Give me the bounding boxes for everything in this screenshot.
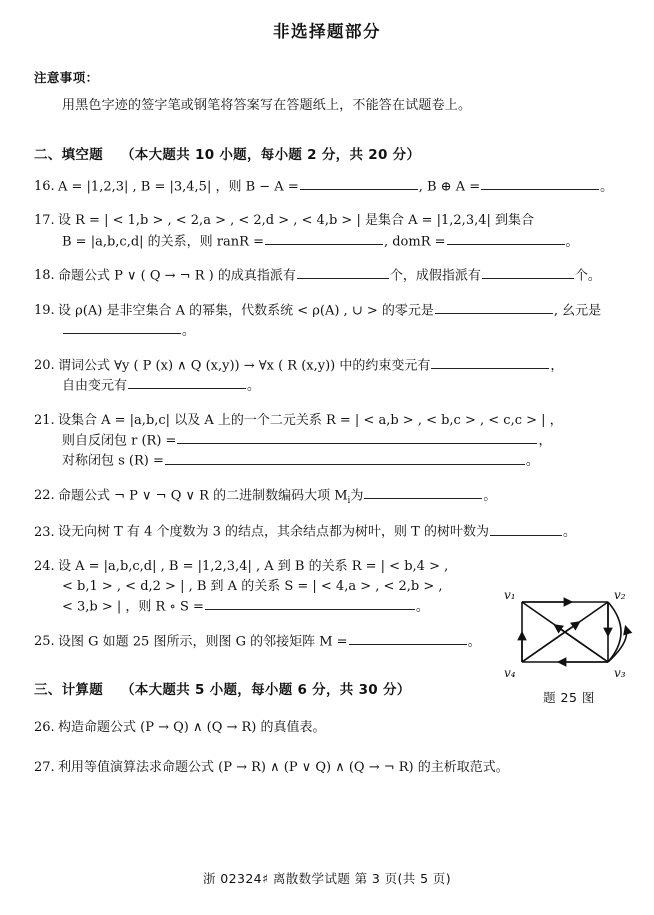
question-24-blank-1[interactable] — [205, 597, 415, 610]
question-21 — [34, 411, 654, 472]
question-23 — [34, 522, 654, 542]
question-19-blank-2[interactable] — [63, 321, 181, 334]
question-21-number: 21. — [34, 412, 55, 428]
question-22-line-1 — [34, 486, 654, 509]
question-18-line-1 — [34, 266, 654, 286]
question-17-line-1 — [34, 211, 654, 231]
question-16-line-1 — [34, 177, 654, 197]
question-18-text-c: 个。 — [574, 268, 601, 284]
question-25 — [34, 632, 486, 652]
question-17-blank-1[interactable] — [265, 232, 383, 245]
directed-graph-svg — [494, 584, 644, 680]
notice-body: 用黑色字迹的签字笔或钢笔将答案写在答题纸上，不能答在试题卷上。 — [62, 98, 472, 113]
question-24 — [34, 557, 486, 618]
section-meta-2: （本大题共 5 小题，每小题 6 分，共 30 分） — [121, 682, 411, 699]
question-26-text: 构造命题公式 (P → Q) ∧ (Q → R) 的真值表。 — [58, 720, 326, 736]
page-footer: 浙 02324♯ 离散数学试题 第 3 页(共 5 页) — [203, 871, 451, 886]
question-19-line-1 — [34, 301, 654, 321]
figure-question-25 — [494, 584, 644, 706]
question-22-text-a: 命题公式 ¬ P ∨ ¬ Q ∨ R 的二进制数编码大项 M — [58, 487, 348, 503]
question-23-line-1 — [34, 522, 654, 542]
question-26-line-1 — [34, 718, 654, 738]
question-23-text-a: 设无向树 T 有 4 个度数为 3 的结点，其余结点都为树叶，则 T 的树叶数为 — [58, 524, 489, 540]
question-20-line-1 — [34, 356, 654, 376]
question-17-period: 。 — [565, 233, 579, 249]
question-17-text-line1: 设 R = | < 1,b > , < 2,a > , < 2,d > , < 4,b > | 是集合 A = |1,2,3,4| 到集合 — [58, 213, 535, 229]
question-22-subscript: i — [347, 495, 351, 506]
question-23-period: 。 — [562, 524, 576, 540]
question-21-comma: ， — [538, 433, 552, 449]
question-22-blank-1[interactable] — [364, 486, 482, 499]
question-25-number: 25. — [34, 633, 55, 649]
section-heading-fill-in-blank — [34, 143, 654, 163]
question-19-line-2 — [34, 321, 654, 341]
question-18-blank-1[interactable] — [297, 266, 389, 279]
vertex-label-v4: v₄ — [504, 666, 516, 680]
question-17-blank-2[interactable] — [447, 232, 565, 245]
question-20-blank-2[interactable] — [128, 376, 246, 389]
question-27 — [34, 758, 654, 778]
question-24-text-line2: < b,1 > , < d,2 > | , B 到 A 的关系 S = | < 4,a > , < 2,b > , — [62, 578, 443, 594]
question-17-text-b: , domR = — [383, 233, 446, 249]
question-19-period: 。 — [182, 323, 196, 339]
question-16 — [34, 177, 654, 197]
question-24-line-3 — [34, 597, 486, 617]
question-18-text-a: 命题公式 P ∨ ( Q → ¬ R ) 的成真指派有 — [58, 268, 296, 284]
question-21-line-1 — [34, 411, 654, 431]
edge-v4-v2-arrow — [522, 623, 578, 662]
question-17-line-2 — [34, 232, 654, 252]
question-18-number: 18. — [34, 268, 55, 284]
question-18-blank-2[interactable] — [482, 266, 574, 279]
question-21-text-line1: 设集合 A = |a,b,c| 以及 A 上的一个二元关系 R = | < a,b > , < b,c > , < c,c > | ， — [58, 412, 563, 428]
question-21-period: 。 — [525, 453, 539, 469]
question-26 — [34, 718, 654, 738]
question-21-line-2 — [34, 431, 654, 451]
question-16-text-a: A = |1,2,3| , B = |3,4,5| ，则 B − A = — [58, 179, 299, 195]
question-23-blank-1[interactable] — [490, 522, 562, 535]
figure-caption: 题 25 图 — [543, 690, 595, 705]
question-25-line-1 — [34, 632, 486, 652]
question-24-line-1 — [34, 557, 486, 577]
vertex-label-v2: v₂ — [614, 588, 626, 602]
vertex-label-v3: v₃ — [614, 666, 626, 680]
question-24-text-a: < 3,b > | ，则 R ∘ S = — [62, 599, 204, 615]
question-20-line-2 — [34, 376, 654, 396]
question-18-text-b: 个，成假指派有 — [389, 268, 481, 284]
question-27-line-1 — [34, 758, 654, 778]
question-22-number: 22. — [34, 487, 55, 503]
question-22-period: 。 — [483, 487, 497, 503]
question-22 — [34, 486, 654, 509]
question-24-period: 。 — [415, 599, 429, 615]
question-20-number: 20. — [34, 357, 55, 373]
question-20-period: 。 — [247, 378, 261, 394]
question-22-text-b: 为 — [350, 487, 364, 503]
question-27-number: 27. — [34, 760, 55, 776]
question-list-section-two — [0, 177, 654, 652]
question-24-text-line1: 设 A = |a,b,c,d| , B = |1,2,3,4| , A 到 B 的关系 R = | < b,4 > , — [58, 558, 449, 574]
question-21-text-b: 对称闭包 s (R) = — [62, 453, 164, 469]
edge-v3-v2-curved — [608, 602, 621, 662]
question-26-number: 26. — [34, 720, 55, 736]
question-23-number: 23. — [34, 524, 55, 540]
question-19 — [34, 301, 654, 342]
page-title: 非选择题部分 — [273, 22, 381, 41]
question-16-blank-2[interactable] — [481, 177, 599, 190]
question-21-text-a: 则自反闭包 r (R) = — [62, 433, 177, 449]
question-18 — [34, 266, 654, 286]
question-19-blank-1[interactable] — [435, 301, 553, 314]
question-19-text-a: 设 ρ(A) 是非空集合 A 的幂集，代数系统 < ρ(A) , ∪ > 的零元是 — [58, 302, 434, 318]
question-27-text: 利用等值演算法求命题公式 (P → R) ∧ (P ∨ Q) ∧ (Q → ¬ R) 的主析取范式。 — [58, 760, 509, 776]
question-19-text-b: , 幺元是 — [553, 302, 602, 318]
question-21-blank-1[interactable] — [177, 431, 537, 444]
question-24-number: 24. — [34, 558, 55, 574]
question-16-period: 。 — [600, 179, 614, 195]
section-meta: （本大题共 10 小题，每小题 2 分，共 20 分） — [121, 147, 421, 163]
question-21-line-3 — [34, 451, 654, 471]
question-17-number: 17. — [34, 213, 55, 229]
section-label-2: 三、计算题 — [34, 682, 103, 699]
question-20 — [34, 356, 654, 397]
notice-heading: 注意事项： — [34, 70, 99, 85]
question-20-text-a: 谓词公式 ∀y ( P (x) ∧ Q (x,y)) → ∀x ( R (x,y)) 中的约束变元有 — [58, 357, 431, 373]
question-25-text-a: 设图 G 如题 25 图所示，则图 G 的邻接矩阵 M = — [58, 633, 348, 649]
edge-v3-v2-arrow — [608, 628, 627, 662]
question-21-blank-2[interactable] — [165, 451, 525, 464]
exam-page — [0, 18, 654, 915]
question-20-comma: ， — [550, 357, 564, 373]
question-25-period: 。 — [467, 633, 481, 649]
question-16-blank-1[interactable] — [300, 177, 418, 190]
question-list-section-three — [0, 718, 654, 778]
question-24-line-2 — [34, 577, 486, 597]
question-19-number: 19. — [34, 302, 55, 318]
question-25-blank-1[interactable] — [349, 632, 467, 645]
question-17-text-a: B = |a,b,c,d| 的关系，则 ranR = — [62, 233, 264, 249]
question-20-blank-1[interactable] — [431, 356, 549, 369]
question-16-text-b: , B ⊕ A = — [418, 179, 481, 195]
edge-v3-v1-arrow — [556, 626, 608, 662]
vertex-label-v1: v₁ — [504, 588, 516, 602]
question-20-text-b: 自由变元有 — [62, 378, 128, 394]
question-16-number: 16. — [34, 179, 55, 195]
section-label: 二、填空题 — [34, 147, 103, 163]
question-17 — [34, 211, 654, 252]
